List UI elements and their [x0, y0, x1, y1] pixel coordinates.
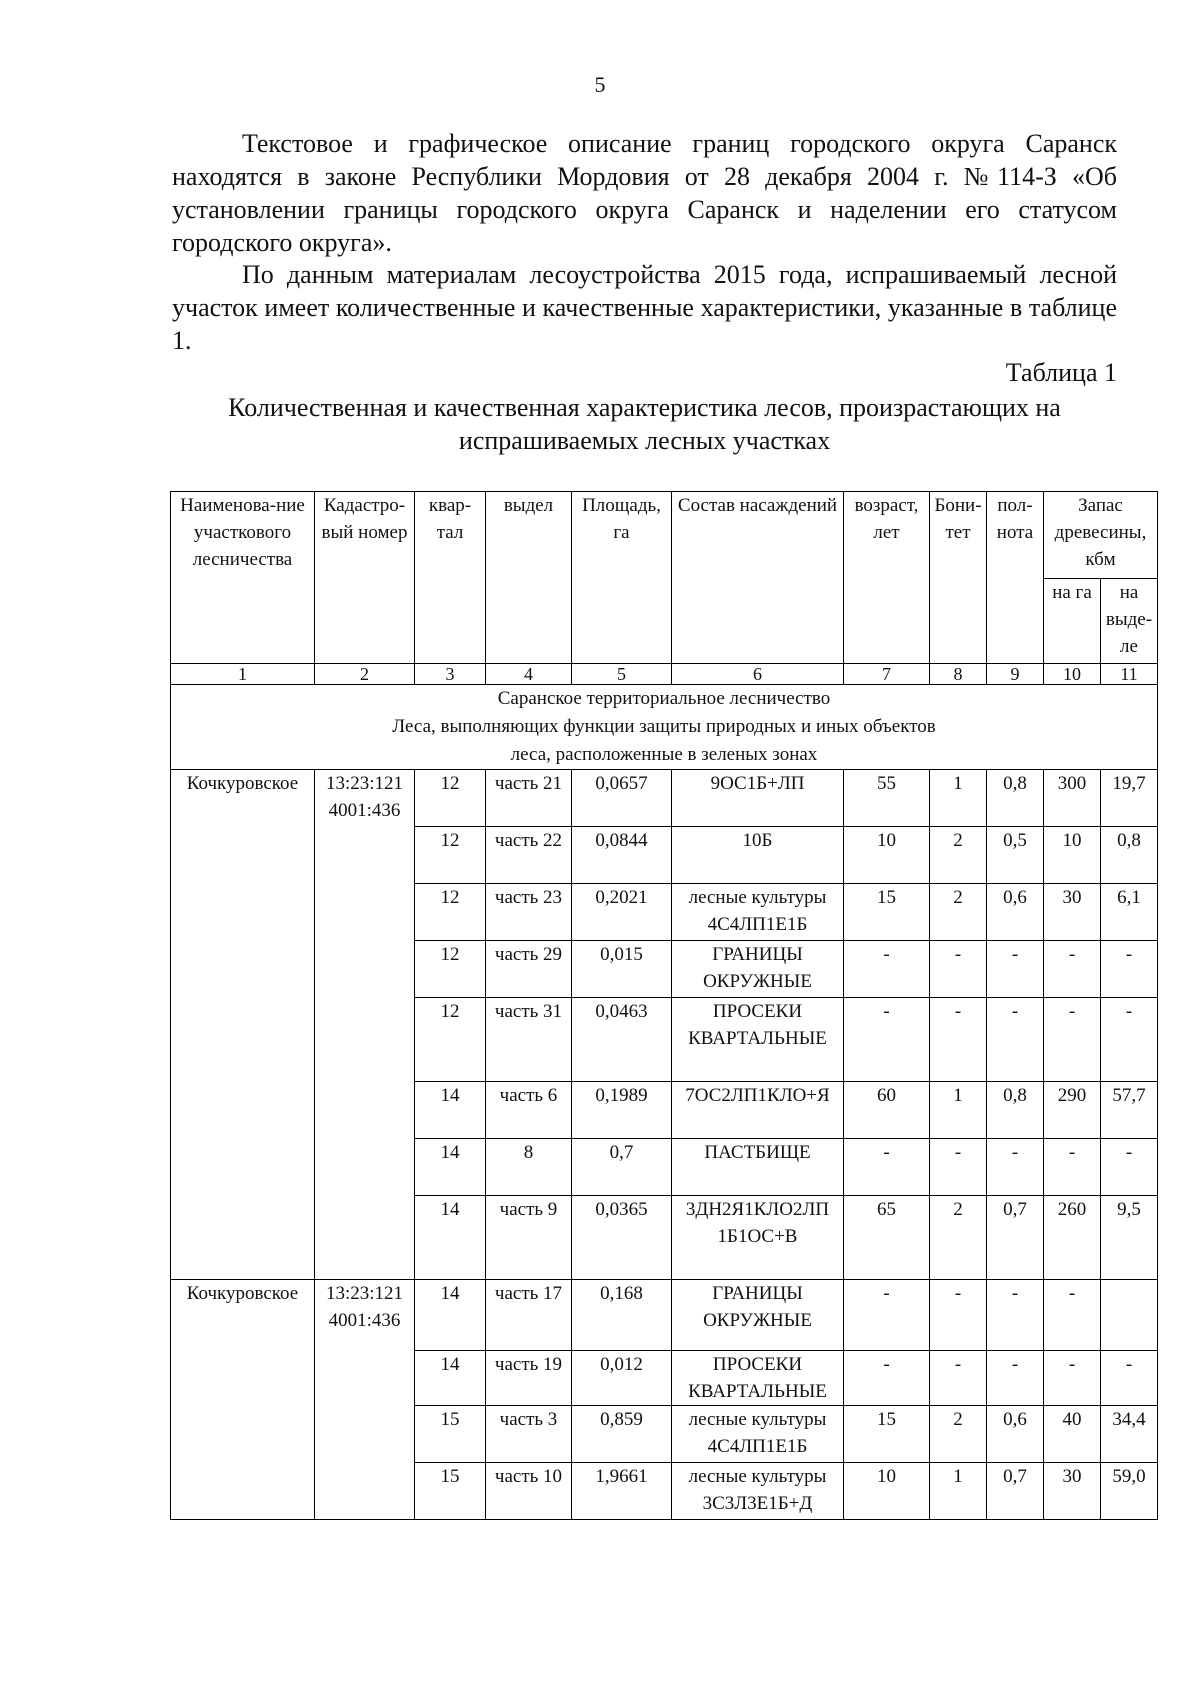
stock-per-ha-cell: 290: [1044, 1082, 1101, 1139]
column-number: 8: [930, 664, 987, 685]
composition-cell: ПРОСЕКИ КВАРТАЛЬНЫЕ: [672, 1351, 844, 1406]
composition-cell: 7ОС2ЛП1КЛО+Я: [672, 1082, 844, 1139]
stock-per-vydel-cell: 34,4: [1101, 1406, 1158, 1463]
table-row: [171, 770, 1158, 827]
area-cell: 0,0844: [572, 827, 672, 884]
polnota-cell: 0,8: [987, 770, 1044, 827]
composition-cell: ПРОСЕКИ КВАРТАЛЬНЫЕ: [672, 998, 844, 1082]
stock-per-vydel-cell: -: [1101, 941, 1158, 998]
composition-cell: ГРАНИЦЫ ОКРУЖНЫЕ: [672, 1280, 844, 1351]
forestry-name: Кочкуровское: [171, 770, 315, 1280]
polnota-cell: -: [987, 998, 1044, 1082]
stock-per-vydel-cell: -: [1101, 1139, 1158, 1196]
stock-per-ha-cell: 30: [1044, 1463, 1101, 1520]
header-per-vydel: на выде-ле: [1101, 579, 1158, 664]
header-bonitet: Бони-тет: [930, 492, 987, 664]
composition-cell: 10Б: [672, 827, 844, 884]
header-per-ha: на га: [1044, 579, 1101, 664]
header-kvartal: квар-тал: [415, 492, 486, 664]
area-cell: 0,2021: [572, 884, 672, 941]
column-number: 2: [315, 664, 415, 685]
stock-per-vydel-cell: [1101, 1280, 1158, 1351]
table-row: [171, 1280, 1158, 1351]
section-header: [171, 685, 1158, 770]
stock-per-ha-cell: -: [1044, 1139, 1101, 1196]
kvartal-cell: 14: [415, 1196, 486, 1280]
age-cell: -: [844, 1351, 930, 1406]
age-cell: 55: [844, 770, 930, 827]
vydel-cell: часть 3: [486, 1406, 572, 1463]
area-cell: 0,859: [572, 1406, 672, 1463]
section-line2: Леса, выполняющих функции защиты природных и иных объектов: [392, 716, 936, 737]
column-number: 9: [987, 664, 1044, 685]
vydel-cell: часть 6: [486, 1082, 572, 1139]
polnota-cell: 0,7: [987, 1463, 1044, 1520]
vydel-cell: часть 21: [486, 770, 572, 827]
column-number: 1: [171, 664, 315, 685]
header-row: [171, 492, 1158, 579]
age-cell: 10: [844, 1463, 930, 1520]
header-area: Площадь, га: [572, 492, 672, 664]
stock-per-ha-cell: -: [1044, 1280, 1101, 1351]
column-number: 5: [572, 664, 672, 685]
vydel-cell: часть 31: [486, 998, 572, 1082]
age-cell: 15: [844, 1406, 930, 1463]
age-cell: -: [844, 998, 930, 1082]
stock-per-ha-cell: 40: [1044, 1406, 1101, 1463]
bonitet-cell: -: [930, 1280, 987, 1351]
vydel-cell: часть 9: [486, 1196, 572, 1280]
vydel-cell: часть 19: [486, 1351, 572, 1406]
bonitet-cell: 2: [930, 1196, 987, 1280]
kvartal-cell: 14: [415, 1082, 486, 1139]
header-stock-group: Запас древесины, кбм: [1044, 492, 1158, 579]
age-cell: 65: [844, 1196, 930, 1280]
forestry-name: Кочкуровское: [171, 1280, 315, 1520]
table-label: Таблица 1: [1005, 358, 1117, 387]
kvartal-cell: 15: [415, 1406, 486, 1463]
stock-per-ha-cell: 10: [1044, 827, 1101, 884]
paragraph-boundaries: Текстовое и графическое описание границ городского округа Саранск находятся в законе Республики Мордовия от 28 декабря 2004 г. №114-З «Об установлении границы городского округа Саранск и наделении его статусом городского округа».: [172, 129, 1117, 257]
column-number: 7: [844, 664, 930, 685]
vydel-cell: 8: [486, 1139, 572, 1196]
stock-per-vydel-cell: 19,7: [1101, 770, 1158, 827]
stock-per-ha-cell: 300: [1044, 770, 1101, 827]
bonitet-cell: -: [930, 941, 987, 998]
stock-per-ha-cell: -: [1044, 998, 1101, 1082]
stock-per-vydel-cell: -: [1101, 998, 1158, 1082]
bonitet-cell: 1: [930, 1082, 987, 1139]
section-line1: Саранское территориальное лесничество: [497, 688, 831, 709]
age-cell: 15: [844, 884, 930, 941]
composition-cell: 3ДН2Я1КЛО2ЛП 1Б1ОС+В: [672, 1196, 844, 1280]
kvartal-cell: 14: [415, 1351, 486, 1406]
cadastral-number: 13:23:121 4001:436: [315, 770, 415, 1280]
kvartal-cell: 15: [415, 1463, 486, 1520]
vydel-cell: часть 23: [486, 884, 572, 941]
column-number: 3: [415, 664, 486, 685]
bonitet-cell: -: [930, 1139, 987, 1196]
area-cell: 0,1989: [572, 1082, 672, 1139]
vydel-cell: часть 29: [486, 941, 572, 998]
bonitet-cell: -: [930, 1351, 987, 1406]
bonitet-cell: 2: [930, 884, 987, 941]
vydel-cell: часть 22: [486, 827, 572, 884]
stock-per-vydel-cell: 59,0: [1101, 1463, 1158, 1520]
polnota-cell: 0,7: [987, 1196, 1044, 1280]
kvartal-cell: 12: [415, 884, 486, 941]
stock-per-vydel-cell: -: [1101, 1351, 1158, 1406]
composition-cell: ПАСТБИЩЕ: [672, 1139, 844, 1196]
kvartal-cell: 12: [415, 770, 486, 827]
paragraph-forest-characteristics: По данным материалам лесоустройства 2015 года, испрашиваемый лесной участок имеет количественные и качественные характеристики, указанные в таблице 1.: [172, 260, 1117, 355]
header-vydel: выдел: [486, 492, 572, 664]
kvartal-cell: 12: [415, 998, 486, 1082]
cadastral-number: 13:23:121 4001:436: [315, 1280, 415, 1520]
table-title-line1: Количественная и качественная характеристика лесов, произрастающих на: [228, 393, 1061, 422]
table-title-line2: испрашиваемых лесных участках: [458, 426, 831, 455]
polnota-cell: 0,5: [987, 827, 1044, 884]
stock-per-vydel-cell: 9,5: [1101, 1196, 1158, 1280]
column-numbers-row: [171, 664, 1158, 685]
polnota-cell: 0,8: [987, 1082, 1044, 1139]
column-number: 10: [1044, 664, 1101, 685]
stock-per-ha-cell: -: [1044, 941, 1101, 998]
stock-per-vydel-cell: 6,1: [1101, 884, 1158, 941]
age-cell: -: [844, 1280, 930, 1351]
polnota-cell: -: [987, 1280, 1044, 1351]
bonitet-cell: 2: [930, 827, 987, 884]
kvartal-cell: 14: [415, 1280, 486, 1351]
polnota-cell: -: [987, 941, 1044, 998]
stock-per-ha-cell: 260: [1044, 1196, 1101, 1280]
area-cell: 0,015: [572, 941, 672, 998]
kvartal-cell: 14: [415, 1139, 486, 1196]
column-number: 4: [486, 664, 572, 685]
section-header-row: [171, 685, 1158, 770]
header-cadastral: Кадастро-вый номер: [315, 492, 415, 664]
polnota-cell: -: [987, 1351, 1044, 1406]
age-cell: 60: [844, 1082, 930, 1139]
area-cell: 0,0365: [572, 1196, 672, 1280]
bonitet-cell: 1: [930, 1463, 987, 1520]
polnota-cell: 0,6: [987, 1406, 1044, 1463]
kvartal-cell: 12: [415, 827, 486, 884]
stock-per-vydel-cell: 0,8: [1101, 827, 1158, 884]
column-number: 6: [672, 664, 844, 685]
area-cell: 0,0657: [572, 770, 672, 827]
stock-per-vydel-cell: 57,7: [1101, 1082, 1158, 1139]
kvartal-cell: 12: [415, 941, 486, 998]
section-line3: леса, расположенные в зеленых зонах: [510, 744, 818, 765]
composition-cell: 9ОС1Б+ЛП: [672, 770, 844, 827]
composition-cell: ГРАНИЦЫ ОКРУЖНЫЕ: [672, 941, 844, 998]
header-polnota: пол-нота: [987, 492, 1044, 664]
header-composition: Состав насаждений: [672, 492, 844, 664]
bonitet-cell: 2: [930, 1406, 987, 1463]
area-cell: 0,168: [572, 1280, 672, 1351]
stock-per-ha-cell: -: [1044, 1351, 1101, 1406]
forest-characteristics-table: [170, 491, 1158, 1520]
column-number: 11: [1101, 664, 1158, 685]
stock-per-ha-cell: 30: [1044, 884, 1101, 941]
area-cell: 0,7: [572, 1139, 672, 1196]
page-number: 5: [594, 72, 606, 97]
area-cell: 1,9661: [572, 1463, 672, 1520]
age-cell: 10: [844, 827, 930, 884]
composition-cell: лесные культуры 3С3Л3Е1Б+Д: [672, 1463, 844, 1520]
composition-cell: лесные культуры 4С4ЛП1Е1Б: [672, 884, 844, 941]
header-forestry: Наименова-ние участкового лесничества: [171, 492, 315, 664]
area-cell: 0,0463: [572, 998, 672, 1082]
table-title: [172, 391, 1117, 457]
bonitet-cell: 1: [930, 770, 987, 827]
composition-cell: лесные культуры 4С4ЛП1Е1Б: [672, 1406, 844, 1463]
header-age: возраст, лет: [844, 492, 930, 664]
age-cell: -: [844, 1139, 930, 1196]
polnota-cell: -: [987, 1139, 1044, 1196]
vydel-cell: часть 17: [486, 1280, 572, 1351]
age-cell: -: [844, 941, 930, 998]
area-cell: 0,012: [572, 1351, 672, 1406]
polnota-cell: 0,6: [987, 884, 1044, 941]
bonitet-cell: -: [930, 998, 987, 1082]
vydel-cell: часть 10: [486, 1463, 572, 1520]
